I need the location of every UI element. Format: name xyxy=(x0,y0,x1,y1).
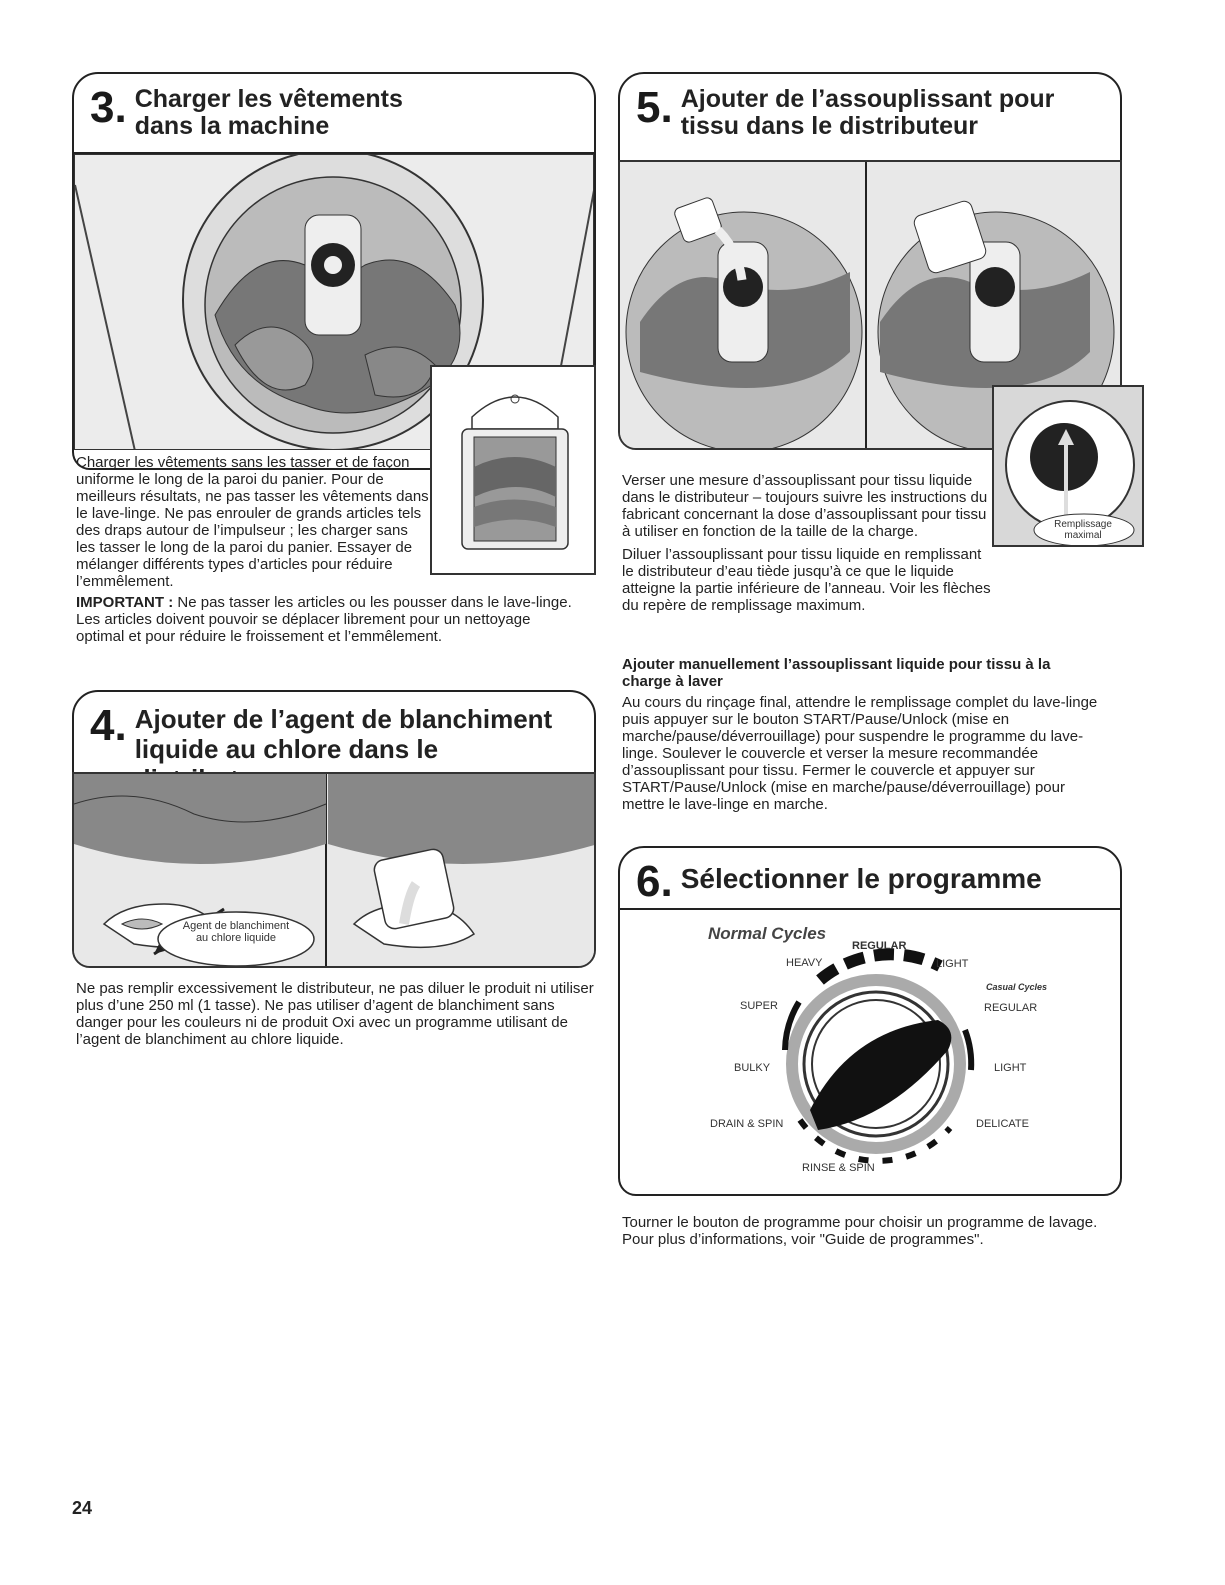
dial-bulky: BULKY xyxy=(734,1062,771,1074)
section-6-number: 6. xyxy=(636,857,673,906)
dial-heavy: HEAVY xyxy=(786,957,823,969)
section-5-header xyxy=(618,72,1122,162)
section-5-lower xyxy=(622,656,1102,813)
page-number: 24 xyxy=(72,1498,93,1518)
dial-regular-top: REGULAR xyxy=(852,940,907,952)
section-4-header xyxy=(72,690,596,780)
dial-casual-cycles: Casual Cycles xyxy=(986,982,1048,992)
section-5-body xyxy=(622,472,992,620)
section-4-number: 4. xyxy=(90,701,127,750)
dial-delicate: DELICATE xyxy=(976,1118,1029,1130)
section-6-header xyxy=(618,846,1122,912)
section-5-para-1: Verser une mesure d’assouplissant pour tissu liquide dans le distributeur – toujours suivre les instructions du fabricant concernant la dose d’assouplissant pour tissu à utiliser en fonction de la taille de la charge. xyxy=(622,472,988,540)
dial-normal-cycles: Normal Cycles xyxy=(708,924,827,943)
max-fill-label: Remplissage maximal xyxy=(1054,519,1112,541)
section-6-title: Sélectionner le programme xyxy=(680,863,1042,894)
bleach-label: Agent de blanchiment au chlore liquide xyxy=(182,920,290,944)
important-text: Ne pas tasser les articles ou les pousser dans le lave-linge. Les articles doivent pouvoir se déplacer librement pour un nettoyage optimal et pour réduire le froissement et l’emmêlement. xyxy=(76,594,572,645)
section-3-header xyxy=(72,72,596,154)
section-5-para-3: Au cours du rinçage final, attendre le remplissage complet du lave-linge puis appuyer sur le bouton START/Pause/Unlock (mise en marche/pause/déverrouillage) pour suspendre le programme du lave-linge. Soulever le couvercle et verser la mesure recommandée d’assouplissant pour tissu. Fermer le couvercle et appuyer sur START/Pause/Unlock (mise en marche/pause/déverrouillage) pour mettre le lave-linge en marche. xyxy=(622,694,1098,813)
section-6-body: Tourner le bouton de programme pour choisir un programme de lavage. Pour plus d’informations, voir "Guide de programmes". xyxy=(622,1214,1098,1248)
dial-rinse-spin: RINSE & SPIN xyxy=(802,1162,875,1174)
dial-super: SUPER xyxy=(740,1000,778,1012)
dial-drain-spin: DRAIN & SPIN xyxy=(710,1118,784,1130)
max-fill-inset xyxy=(992,385,1144,547)
section-5-para-2: Diluer l’assouplissant pour tissu liquide en remplissant le distributeur d’eau tiède jusqu’à ce que le liquide atteigne la partie inférieure de l’anneau. Voir les flèches du repère de remplissage maximum. xyxy=(622,546,991,614)
cycle-dial[interactable] xyxy=(620,910,1120,1194)
section-3-title: Charger les vêtements dans la machine xyxy=(134,85,403,140)
section-3-body: Charger les vêtements sans les tasser et de façon uniforme le long de la paroi du panier. Pour de meilleurs résultats, ne pas tasser les vêtements dans le lave-linge. Ne pas enrouler de grands articles tels des draps autour de l’impulseur ; les charger sans les tasser le long de la paroi du panier. Essayer de mélanger différents types d’articles pour réduire l’emmêlement. xyxy=(76,454,429,590)
section-3-important xyxy=(76,594,576,645)
dial-regular-right: REGULAR xyxy=(984,1002,1038,1014)
important-label: IMPORTANT : xyxy=(76,594,174,611)
section-4-title: Ajouter de l’agent de blanchiment liquide au chlore dans le xyxy=(134,704,553,764)
bleach-dispenser-illustration xyxy=(72,772,596,968)
dial-light-right: LIGHT xyxy=(994,1062,1027,1074)
section-5-number: 5. xyxy=(636,83,673,132)
washer-front-inset xyxy=(430,365,596,575)
section-6-panel xyxy=(618,908,1122,1196)
section-5-title: Ajouter de l’assouplissant pour tissu dans le distributeur xyxy=(680,85,1055,140)
dial-light-top: LIGHT xyxy=(936,958,969,970)
section-4-body: Ne pas remplir excessivement le distributeur, ne pas diluer le produit ni utiliser plus d’une 250 ml (1 tasse). Ne pas utiliser d’agent de blanchiment sans danger pour les couleurs ni de produit Oxi avec un programme utilisant de l’agent de blanchiment au chlore liquide. xyxy=(76,980,594,1048)
section-5-subhead: Ajouter manuellement l’assouplissant liquide pour tissu à la charge à laver xyxy=(622,656,1051,690)
section-3-number: 3. xyxy=(90,83,127,132)
